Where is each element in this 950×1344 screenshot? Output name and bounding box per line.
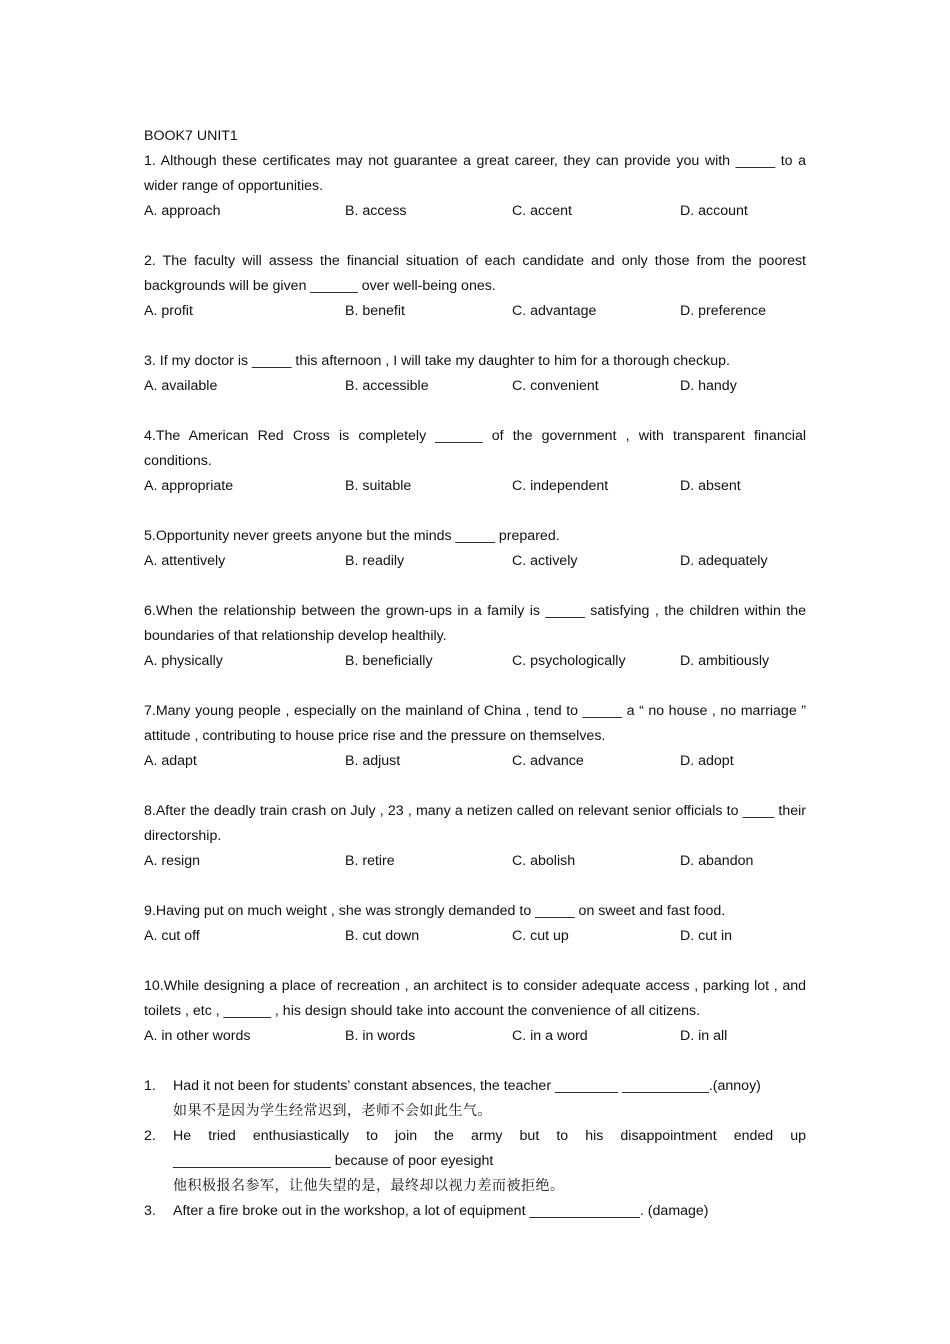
question-text: 9.Having put on much weight , she was strongly demanded to _____ on sweet and fast food. xyxy=(144,903,726,919)
translation-item xyxy=(144,1199,806,1224)
options-row xyxy=(144,749,806,774)
item-number: 3. xyxy=(144,1203,156,1219)
options-row xyxy=(144,849,806,874)
chinese-sentence: 如果不是因为学生经常迟到，老师不会如此生气。 xyxy=(173,1103,492,1119)
document-page xyxy=(144,124,806,1224)
question-text: 2. The faculty will assess the financial situation of each candidate and only those from the poorest backgrounds will be given ______ over well-being ones. xyxy=(144,253,806,294)
option-b: B. adjust xyxy=(345,753,401,769)
option-d: D. cut in xyxy=(680,928,733,944)
options-row xyxy=(144,924,806,949)
option-d: D. in all xyxy=(680,1028,728,1044)
options-row xyxy=(144,374,806,399)
option-a: A. physically xyxy=(144,653,223,669)
option-a: A. adapt xyxy=(144,753,197,769)
question xyxy=(144,149,806,224)
option-c: C. cut up xyxy=(512,928,569,944)
option-c: C. accent xyxy=(512,203,572,219)
options-row xyxy=(144,299,806,324)
multiple-choice-section xyxy=(144,149,806,1074)
option-b: B. accessible xyxy=(345,378,429,394)
option-a: A. in other words xyxy=(144,1028,251,1044)
question-text: 8.After the deadly train crash on July , 23 , many a netizen called on relevant senior officials to ____ their directorship. xyxy=(144,803,806,844)
option-b: B. in words xyxy=(345,1028,416,1044)
option-d: D. abandon xyxy=(680,853,754,869)
option-c: C. advance xyxy=(512,753,584,769)
english-sentence: Had it not been for students’ constant absences, the teacher ________ ___________.(annoy) xyxy=(173,1078,761,1094)
options-row xyxy=(144,474,806,499)
option-b: B. benefit xyxy=(345,303,405,319)
option-d: D. absent xyxy=(680,478,741,494)
item-number: 1. xyxy=(144,1078,156,1094)
option-a: A. attentively xyxy=(144,553,226,569)
option-c: C. independent xyxy=(512,478,609,494)
option-c: C. abolish xyxy=(512,853,576,869)
option-a: A. cut off xyxy=(144,928,200,944)
question-text: 6.When the relationship between the grown-ups in a family is _____ satisfying , the children within the boundaries of that relationship develop healthily. xyxy=(144,603,806,644)
question xyxy=(144,249,806,324)
option-b: B. beneficially xyxy=(345,653,433,669)
question-text: 1. Although these certificates may not guarantee a great career, they can provide you with _____ to a wider range of opportunities. xyxy=(144,153,806,194)
item-number: 2. xyxy=(144,1128,156,1144)
option-a: A. appropriate xyxy=(144,478,234,494)
question-text: 5.Opportunity never greets anyone but the minds _____ prepared. xyxy=(144,528,560,544)
option-b: B. access xyxy=(345,203,407,219)
option-b: B. suitable xyxy=(345,478,412,494)
option-c: C. actively xyxy=(512,553,578,569)
option-a: A. approach xyxy=(144,203,221,219)
question xyxy=(144,899,806,949)
question-text: 4.The American Red Cross is completely ______ of the government , with transparent financial conditions. xyxy=(144,428,806,469)
chinese-sentence: 他积极报名参军，让他失望的是，最终却以视力差而被拒绝。 xyxy=(173,1178,565,1194)
option-b: B. readily xyxy=(345,553,405,569)
option-d: D. adequately xyxy=(680,553,768,569)
question-text: 7.Many young people , especially on the mainland of China , tend to _____ a “ no house , no marriage ” attitude , contributing to house price rise and the pressure on themselves. xyxy=(144,703,806,744)
question xyxy=(144,349,806,399)
option-d: D. ambitiously xyxy=(680,653,770,669)
question xyxy=(144,524,806,574)
options-row xyxy=(144,1024,806,1049)
option-c: C. psychologically xyxy=(512,653,626,669)
option-a: A. profit xyxy=(144,303,193,319)
translation-item xyxy=(144,1124,806,1199)
options-row xyxy=(144,549,806,574)
option-c: C. advantage xyxy=(512,303,597,319)
translation-item xyxy=(144,1074,806,1124)
option-b: B. retire xyxy=(345,853,395,869)
option-d: D. preference xyxy=(680,303,766,319)
english-sentence: He tried enthusiastically to join the army but to his disappointment ended up ____________________ because of poor eyesight xyxy=(173,1128,806,1169)
options-row xyxy=(144,199,806,224)
option-a: A. available xyxy=(144,378,218,394)
english-sentence: After a fire broke out in the workshop, a lot of equipment ______________. (damage) xyxy=(173,1203,709,1219)
question-text: 3. If my doctor is _____ this afternoon , I will take my daughter to him for a thorough checkup. xyxy=(144,353,730,369)
page-title: BOOK7 UNIT1 xyxy=(144,128,238,144)
question xyxy=(144,799,806,874)
question xyxy=(144,599,806,674)
option-a: A. resign xyxy=(144,853,200,869)
option-d: D. account xyxy=(680,203,748,219)
options-row xyxy=(144,649,806,674)
option-d: D. handy xyxy=(680,378,737,394)
question xyxy=(144,974,806,1049)
question xyxy=(144,699,806,774)
option-c: C. in a word xyxy=(512,1028,588,1044)
option-b: B. cut down xyxy=(345,928,420,944)
option-d: D. adopt xyxy=(680,753,734,769)
question xyxy=(144,424,806,499)
translation-section xyxy=(144,1074,806,1224)
question-text: 10.While designing a place of recreation , an architect is to consider adequate access , parking lot , and toilets , etc , ______ , his design should take into account the convenience of all citizens. xyxy=(144,978,806,1019)
option-c: C. convenient xyxy=(512,378,599,394)
